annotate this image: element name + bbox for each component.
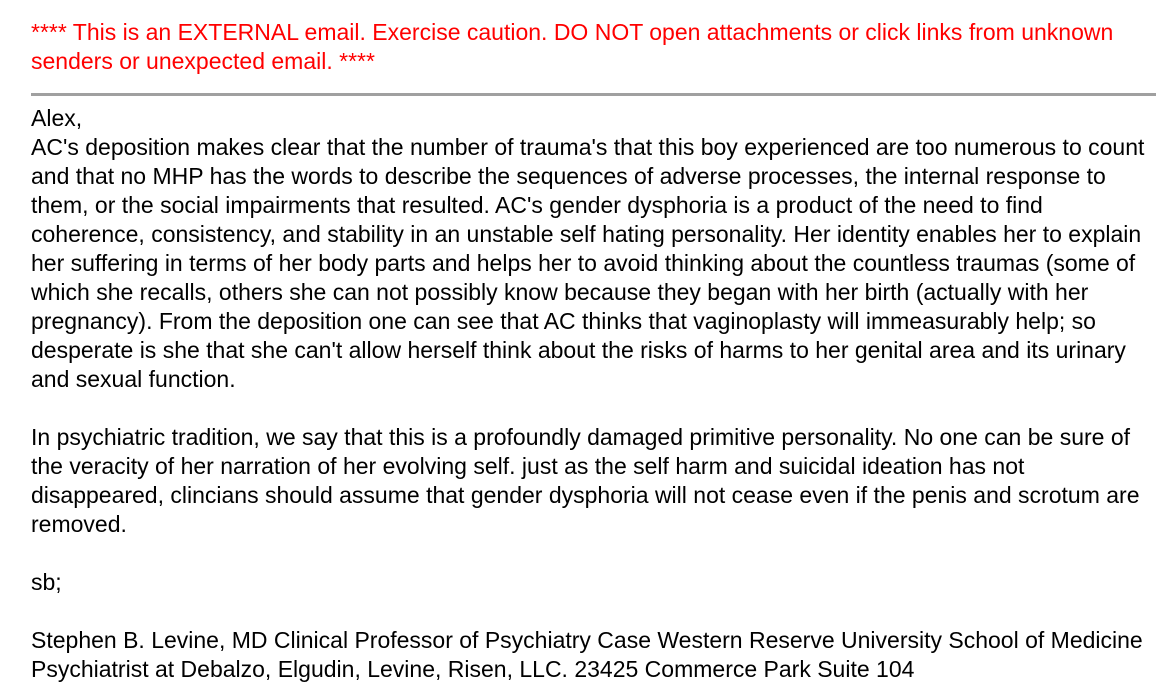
email-greeting: Alex, [31,105,83,131]
email-signoff: sb; [31,569,62,595]
paragraph-spacer [31,394,1161,423]
header-divider [31,93,1156,96]
paragraph-spacer [31,597,1161,626]
email-paragraph-1: AC's deposition makes clear that the number of trauma's that this boy experienced are too numerous to count and that no MHP has the words to describe the sequences of adverse processes, the internal response to them, or the social impairments that resulted. AC's gender dysphoria is a product of the need to find coherence, consistency, and stability in an unstable self hating personality. Her identity enables her to explain her suffering in terms of her body parts and helps her to avoid thinking about the countless traumas (some of which she recalls, others she can not possibly know because they began with her birth (actually with her pregnancy). From the deposition one can see that AC thinks that vaginoplasty will immeasurably help; so desperate is she that she can't allow herself think about the risks of harms to her genital area and its urinary and sexual function. [31,134,1145,392]
external-email-warning: **** This is an EXTERNAL email. Exercise caution. DO NOT open attachments or click links from unknown senders or unexpected email. **** [31,19,1114,74]
email-body [31,104,1161,684]
email-signature: Stephen B. Levine, MD Clinical Professor of Psychiatry Case Western Reserve University School of Medicine Psychiatrist at Debalzo, Elgudin, Levine, Risen, LLC. 23425 Commerce Park Suite 104 [31,627,1143,682]
paragraph-spacer [31,539,1161,568]
email-paragraph-2: In psychiatric tradition, we say that this is a profoundly damaged primitive personality. No one can be sure of the veracity of her narration of her evolving self. just as the self harm and suicidal ideation has not disappeared, clincians should assume that gender dysphoria will not cease even if the penis and scrotum are removed. [31,424,1140,537]
